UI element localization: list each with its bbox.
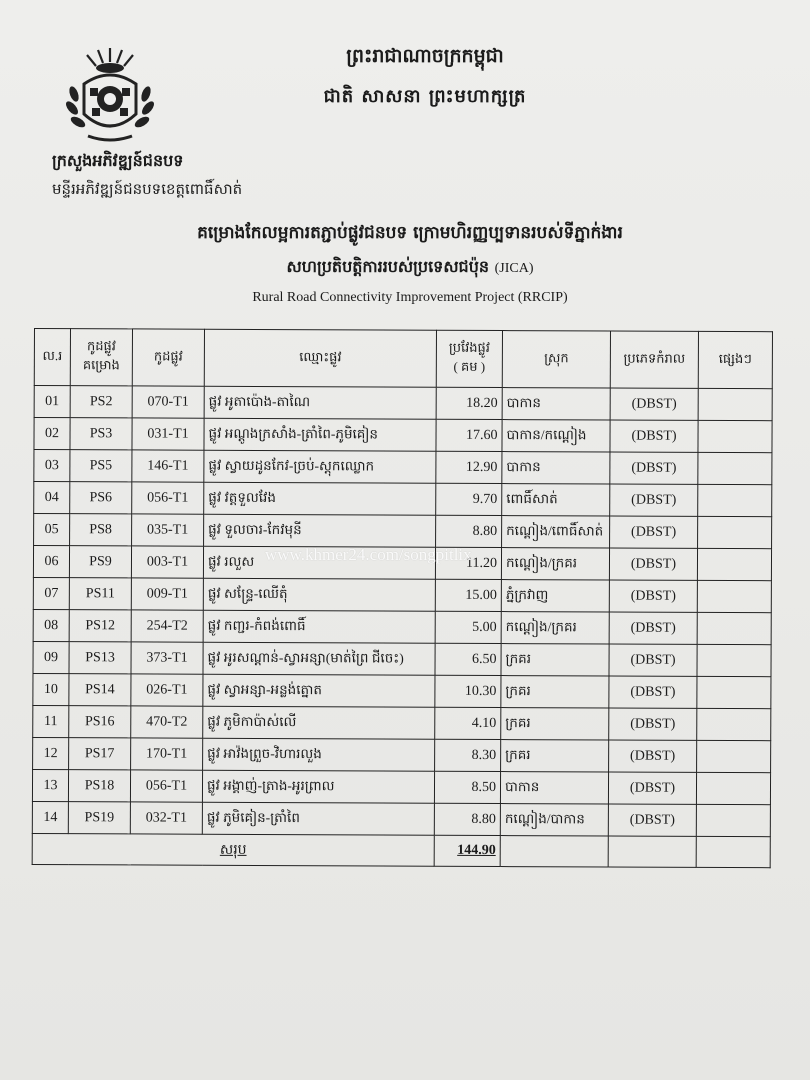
surface-type: (DBST): [610, 452, 698, 484]
road-name: ផ្លូវ ភូមិកាប៉ាស់លើ: [203, 706, 435, 739]
road-code: 146-T1: [132, 450, 204, 482]
header-project-code: កូដផ្លូវគម្រោង: [70, 329, 132, 386]
district: ពោធិ៍សាត់: [502, 484, 610, 516]
road-code: 056-T1: [132, 482, 204, 514]
table-row: [32, 769, 770, 804]
department-name: មន្ទីរអភិវឌ្ឍន៍ជនបទខេត្តពោធិ៍សាត់: [52, 180, 243, 198]
ministry-emblem-icon: [58, 44, 162, 148]
kingdom-title: ព្រះរាជាណាចក្រកម្ពុជា: [346, 45, 504, 67]
district: ក្រគរ: [501, 644, 609, 676]
total-label: សរុប: [32, 833, 434, 866]
row-number: 10: [33, 673, 69, 705]
other-note: [697, 548, 771, 580]
table-row: [34, 482, 772, 517]
road-code: 254-T2: [131, 610, 203, 642]
row-number: 08: [33, 609, 69, 641]
table-row: [34, 514, 772, 549]
row-number: 09: [33, 641, 69, 673]
surface-type: (DBST): [610, 516, 698, 548]
total-length: 144.90: [434, 835, 500, 866]
road-name: ផ្លូវ សន្រ្ទែ-ឈើតុំ: [203, 578, 435, 611]
row-number: 01: [34, 386, 70, 418]
project-title-abbr: (JICA): [494, 261, 534, 276]
road-name: ផ្លូវ អូតាប៉ោង-តាណៃ: [204, 386, 436, 419]
header-district: ស្រុក: [502, 331, 610, 388]
table-row: [33, 673, 771, 708]
surface-type: (DBST): [610, 388, 698, 420]
district: កណ្តៀង/បាកាន: [500, 804, 608, 836]
row-number: 07: [33, 577, 69, 609]
district: កណ្តៀង/ពោធិ៍សាត់: [502, 516, 610, 548]
district: ក្រគរ: [501, 676, 609, 708]
project-code: PS17: [69, 738, 131, 770]
road-name: ផ្លូវ វត្តទួលវែង: [204, 482, 436, 515]
surface-type: (DBST): [609, 612, 697, 644]
project-title-kh-line2: [150, 256, 670, 280]
district: បាកាន: [502, 452, 610, 484]
table-row: [33, 641, 771, 676]
road-name: ផ្លូវ កញ្ជរ-កំពង់ពោធិ៍: [203, 610, 435, 643]
project-code: PS14: [69, 674, 131, 706]
surface-type: (DBST): [609, 708, 697, 740]
project-code: PS9: [69, 546, 131, 578]
total-row: [32, 833, 770, 867]
road-length: 8.50: [434, 771, 500, 803]
table-row: [33, 737, 771, 772]
project-code: PS5: [70, 450, 132, 482]
road-code: 003-T1: [131, 546, 203, 578]
road-length: 15.00: [435, 579, 501, 611]
road-code: 056-T1: [130, 770, 202, 802]
surface-type: (DBST): [610, 484, 698, 516]
project-code: PS12: [69, 610, 131, 642]
district: ភ្នំក្រវាញ: [501, 580, 609, 612]
road-length: 8.80: [434, 803, 500, 835]
national-header: [290, 40, 560, 111]
project-code: PS6: [70, 482, 132, 514]
road-length: 8.30: [435, 739, 501, 771]
road-code: 470-T2: [131, 706, 203, 738]
project-code: PS11: [69, 578, 131, 610]
other-note: [698, 484, 772, 516]
road-name: ផ្លូវ ស្វាអន្សា-អន្លង់ត្នោត: [203, 674, 435, 707]
project-code: PS8: [70, 514, 132, 546]
table-row: [33, 609, 771, 644]
district: កណ្តៀង/ក្រគរ: [501, 612, 609, 644]
district: ក្រគរ: [501, 740, 609, 772]
surface-type: (DBST): [609, 548, 697, 580]
header-length-unit: ( គម ): [453, 358, 486, 374]
row-number: 14: [32, 801, 68, 833]
road-name: ផ្លូវ អង្គាញ់-ត្រាង-អូរព្រាល: [202, 770, 434, 803]
district: បាកាន: [502, 388, 610, 420]
surface-type: (DBST): [609, 740, 697, 772]
road-code: 032-T1: [130, 802, 202, 834]
header-length-label: ប្រវែងផ្លូវ: [448, 339, 490, 355]
district: បាកាន: [500, 772, 608, 804]
road-length: 5.00: [435, 611, 501, 643]
road-code: 026-T1: [131, 674, 203, 706]
road-length: 18.20: [436, 387, 502, 419]
watermark: www.khmer24.com/songpitlix: [265, 545, 472, 564]
other-note: [697, 676, 771, 708]
table-row: [33, 705, 771, 740]
other-note: [697, 708, 771, 740]
road-length: 9.70: [436, 483, 502, 515]
project-code: PS2: [70, 386, 132, 418]
other-note: [698, 388, 772, 420]
surface-type: (DBST): [609, 676, 697, 708]
road-name: ផ្លូវ អាវ៉ងព្រួច-វិហារលួង: [203, 738, 435, 771]
other-note: [698, 516, 772, 548]
road-length: 8.80: [436, 515, 502, 547]
ministry-name: ក្រសួងអភិវឌ្ឍន៍ជនបទ: [52, 151, 184, 170]
header-no: ល.រ: [34, 329, 70, 386]
road-code: 070-T1: [132, 386, 204, 418]
other-note: [697, 644, 771, 676]
header-road-code: កូដផ្លូវ: [132, 329, 204, 386]
project-code: PS3: [70, 418, 132, 450]
other-note: [696, 772, 770, 804]
other-note: [697, 612, 771, 644]
road-length: 11.20: [435, 547, 501, 579]
district: ក្រគរ: [501, 708, 609, 740]
table-row: [34, 450, 772, 485]
other-note: [696, 804, 770, 836]
surface-type: (DBST): [608, 804, 696, 836]
road-length: 4.10: [435, 707, 501, 739]
road-list-table: [32, 328, 773, 868]
table-row: [34, 418, 772, 453]
other-note: [698, 420, 772, 452]
road-length: 12.90: [436, 451, 502, 483]
road-name: ផ្លូវ ទួលចារ-កែវមុនី: [204, 514, 436, 547]
table-row: [33, 577, 771, 612]
header-road-name: ឈ្មោះផ្លូវ: [204, 329, 436, 387]
total-empty-district: [500, 836, 608, 867]
header-other: ផ្សេងៗ: [698, 331, 772, 388]
district: កណ្តៀង/ក្រគរ: [501, 548, 609, 580]
surface-type: (DBST): [609, 580, 697, 612]
surface-type: (DBST): [608, 772, 696, 804]
surface-type: (DBST): [610, 420, 698, 452]
road-code: 170-T1: [131, 738, 203, 770]
district: បាកាន/កណ្តៀង: [502, 420, 610, 452]
header-surface-type: ប្រភេទកំរាល: [610, 331, 698, 388]
row-number: 05: [34, 514, 70, 546]
road-name: ផ្លូវ អណ្តូងក្រសាំង-ត្រាំពៃ-ភូមិគៀន: [204, 418, 436, 451]
road-length: 10.30: [435, 675, 501, 707]
road-length: 6.50: [435, 643, 501, 675]
table-row: [32, 801, 770, 836]
road-code: 009-T1: [131, 578, 203, 610]
other-note: [698, 452, 772, 484]
row-number: 03: [34, 450, 70, 482]
other-note: [697, 580, 771, 612]
road-name: ផ្លូវ ភូមិគៀន-ត្រាំពៃ: [202, 802, 434, 835]
other-note: [697, 740, 771, 772]
row-number: 04: [34, 482, 70, 514]
row-number: 11: [33, 705, 69, 737]
road-name: ផ្លូវ រលួស: [203, 546, 435, 579]
project-code: PS18: [68, 770, 130, 802]
row-number: 06: [33, 546, 69, 578]
project-title-kh-line2-text: សហប្រតិបត្តិការរបស់ប្រទេសជប៉ុន: [286, 257, 490, 276]
project-title-kh-line1: គម្រោងកែលម្អការតភ្ជាប់ផ្លូវជនបទ ក្រោមហិរញ្ញប្បទានរបស់ទីភ្នាក់ងារ: [197, 223, 623, 243]
row-number: 12: [33, 737, 69, 769]
project-code: PS19: [68, 802, 130, 834]
row-number: 13: [32, 769, 68, 801]
road-code: 373-T1: [131, 642, 203, 674]
road-name: ផ្លូវ អូរសណ្តាន់-ស្វាអន្សា(មាត់ព្រៃ ជីចេះ): [203, 642, 435, 675]
row-number: 02: [34, 418, 70, 450]
surface-type: (DBST): [609, 644, 697, 676]
road-code: 035-T1: [132, 514, 204, 546]
header-length: [436, 330, 502, 387]
project-title-en: Rural Road Connectivity Improvement Project (RRCIP): [252, 290, 568, 305]
total-empty-other: [696, 836, 770, 867]
project-code: PS16: [69, 706, 131, 738]
project-code: PS13: [69, 642, 131, 674]
total-empty-surface: [608, 836, 696, 867]
table-header-row: [34, 329, 772, 389]
road-length: 17.60: [436, 419, 502, 451]
road-name: ផ្លូវ ស្វាយដូនកែវ-ច្រប់-ស្តុកឈ្លោក: [204, 450, 436, 483]
national-motto: ជាតិ សាសនា ព្រះមហាក្សត្រ: [323, 86, 527, 107]
road-code: 031-T1: [132, 418, 204, 450]
table-row: [34, 386, 772, 421]
